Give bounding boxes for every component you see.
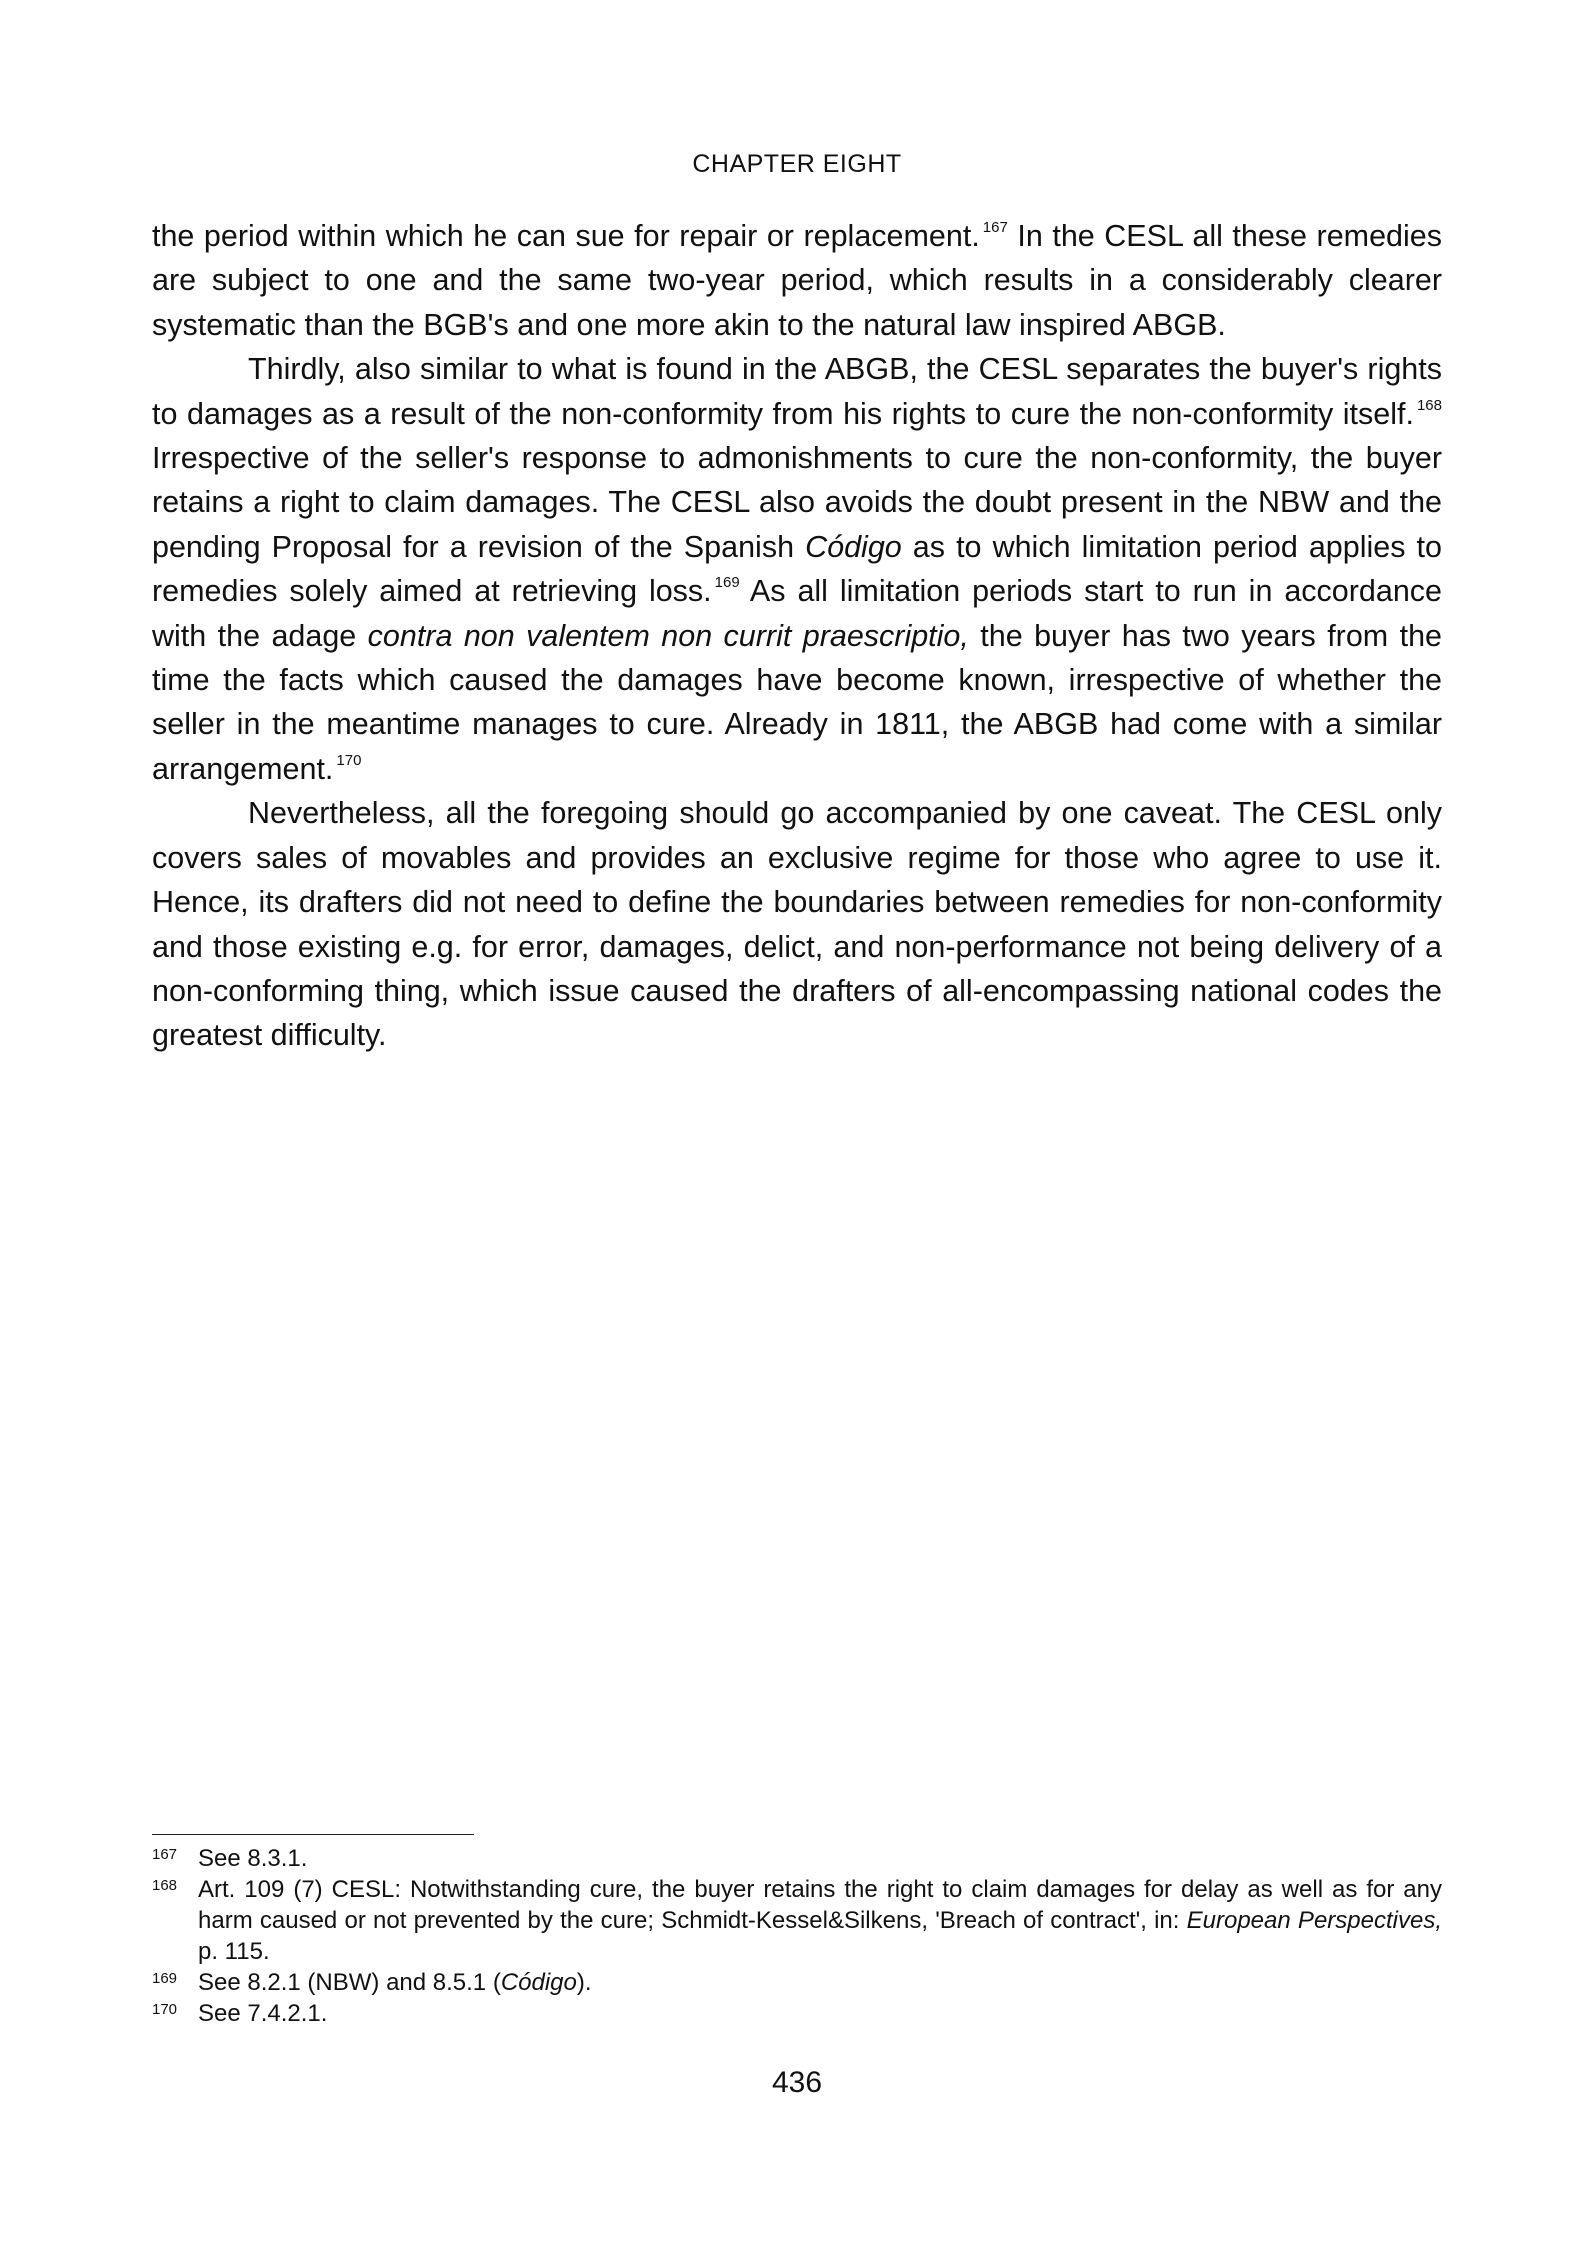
footnote-ref-170[interactable]: 170: [336, 751, 362, 769]
footnote-number: 168: [152, 1877, 178, 1894]
footnote-italic: Código: [500, 1969, 577, 1996]
text-run: the period within which he can sue for repair or replacement.: [152, 219, 980, 253]
italic-run: contra non valentem non currit praescriptio,: [367, 618, 969, 653]
footnote-text: ).: [576, 1969, 592, 1996]
body-text: [152, 214, 1442, 1058]
footnote-text: See 8.3.1.: [198, 1845, 308, 1872]
footnote-number: 167: [152, 1846, 178, 1863]
running-head: CHAPTER EIGHT: [692, 150, 902, 178]
paragraph-1: [152, 214, 1442, 347]
paragraph-3: [152, 791, 1442, 1057]
footnote-text: Art. 109 (7) CESL: Notwithstanding cure, the buyer retains the right to claim damages for delay as well as for any harm caused or not prevented by the cure; Schmidt-Kessel&Silkens, 'Breach of contract', in:: [198, 1876, 1442, 1934]
footnote-number: 170: [152, 2001, 178, 2018]
footnote-169: [152, 1967, 1442, 1998]
footnote-italic: European Perspectives,: [1186, 1907, 1442, 1934]
text-run: Thirdly, also similar to what is found in the ABGB, the CESL separates the buyer's rights to damages as a result of the non-conformity from his rights to cure the non-conformity itself.: [152, 352, 1442, 431]
footnote-separator: [152, 1834, 474, 1835]
footnotes-section: [152, 1834, 1442, 2029]
footnote-text: p. 115.: [198, 1938, 270, 1965]
paragraph-2: [152, 347, 1442, 791]
text-run: Irrespective of the seller's response to admonishments to cure the non-conformity, the buyer retains a right to claim damages. The CESL also avoids the doubt present in the NBW and the pending Proposal for a revision of the Spanish: [152, 441, 1442, 564]
footnote-text: See 7.4.2.1.: [198, 2000, 328, 2027]
page-number: 436: [771, 2066, 823, 2099]
footnote-168: [152, 1874, 1442, 1967]
footnote-ref-167[interactable]: 167: [982, 219, 1008, 236]
footnote-167: [152, 1843, 1442, 1874]
text-run: the buyer has two years from the time the facts which caused the damages have become known, irrespective of whether the seller in the meantime manages to cure. Already in 1811, the ABGB had come with a similar arrangement.: [152, 618, 1442, 786]
footnote-170: [152, 1998, 1442, 2029]
text-run: As all limitation periods start to run in accordance with the adage: [152, 574, 1443, 653]
text-run: In the CESL all these remedies are subject to one and the same two-year period, which results in a considerably clearer systematic than the BGB's and one more akin to the natural law inspired ABGB.: [152, 219, 1442, 342]
text-run: Nevertheless, all the foregoing should go accompanied by one caveat. The CESL only covers sales of movables and provides an exclusive regime for those who agree to use it. Hence, its drafters did not need to define the boundaries between remedies for non-conformity and those existing e.g. for error, damages, delict, and non-performance not being delivery of a non-conforming thing, which issue caused the drafters of all-encompassing national codes the greatest difficulty.: [152, 796, 1442, 1053]
footnote-ref-169[interactable]: 169: [714, 574, 740, 592]
footnote-number: 169: [152, 1970, 178, 1987]
italic-run: Código: [805, 529, 902, 564]
text-run: as to which limitation period applies to remedies solely aimed at retrieving loss.: [152, 529, 1442, 609]
footnote-text: See 8.2.1 (NBW) and 8.5.1 (: [198, 1969, 501, 1996]
footnote-ref-168[interactable]: 168: [1416, 396, 1442, 414]
